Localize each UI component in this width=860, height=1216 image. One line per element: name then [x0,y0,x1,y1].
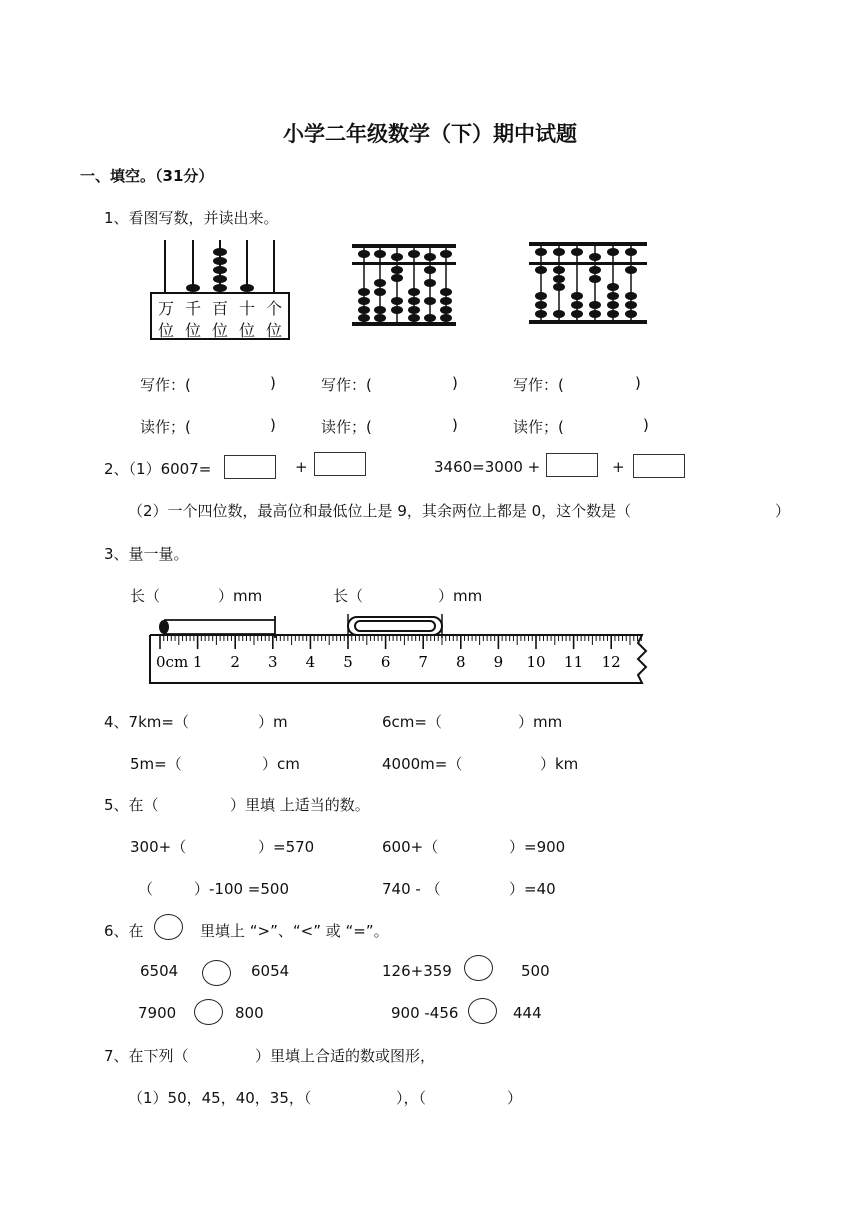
question-7-line-1-b: ），（ [396,1089,427,1107]
write-close-3: ) [635,374,641,392]
abacus-label-ge: 个 [266,299,283,318]
compare-left: 900 -456 [391,1004,459,1022]
read-label-2: 读作；( [321,418,372,436]
ruler-label: 8 [456,653,466,671]
plus-sign: + [612,458,625,476]
read-close-1: ) [270,416,276,434]
ruler-label: 0cm [156,653,189,671]
write-label-1: 写作：( [140,376,191,394]
ruler-image [148,633,658,685]
question-5-c: （ [138,880,154,898]
length-unit-1: ）mm [218,587,263,605]
question-4-a-unit: ）m [258,713,288,731]
abacus-label-bai: 百 [212,299,229,318]
question-3-heading: 3、量一量。 [104,545,189,563]
question-5-heading-b: ）里填 上适当的数。 [230,796,370,814]
question-5-b-end: ）=900 [509,838,566,856]
compare-left: 126+359 [382,962,452,980]
ruler-label: 3 [268,653,278,671]
question-5-d-end: ）=40 [509,880,556,898]
compare-left: 7900 [138,1004,177,1022]
question-4-b-unit: ）mm [518,713,563,731]
ruler-label: 6 [380,653,391,671]
write-label-3: 写作：( [513,376,564,394]
question-6-heading-a: 6、在 [104,922,144,940]
answer-box[interactable] [633,454,685,478]
write-label-2: 写作：( [321,376,372,394]
compare-right: 800 [235,1004,264,1022]
answer-box[interactable] [224,455,276,479]
abacus-label-qian: 千 [185,299,202,318]
ruler-label: 5 [343,653,353,671]
read-label-1: 读作；( [140,418,191,436]
question-5-c-end: ）-100 =500 [194,880,290,898]
ruler-label: 11 [564,653,584,671]
question-2-part-2: （2）一个四位数，最高位和最低位上是 9，其余两位上都是 0，这个数是（ [128,502,632,520]
compare-right: 500 [521,962,550,980]
compare-circle[interactable] [154,914,183,940]
abacus-label-shi: 十 [239,299,256,318]
compare-left: 6504 [140,962,179,980]
question-7-heading-a: 7、在下列（ [104,1047,189,1065]
compare-right: 6054 [251,962,290,980]
compare-right: 444 [513,1004,542,1022]
question-4-a: 4、7km=（ [104,713,189,731]
abacus-label-wei: 位 [266,321,283,340]
expression: 3460=3000 + [434,458,541,476]
question-6-heading-b: 里填上 “>”、“<” 或 “=”。 [200,922,389,940]
read-close-2: ) [452,416,458,434]
question-5-a: 300+（ [130,838,187,856]
abacus-3-image [527,238,652,333]
answer-box[interactable] [546,453,598,477]
length-unit-2: ）mm [438,587,483,605]
abacus-label-wei: 位 [212,321,229,340]
question-7-heading-b: ）里填上合适的数或图形， [255,1047,436,1065]
plus-sign: + [295,458,308,476]
question-5-a-end: ）=570 [258,838,315,856]
question-7-line-1-a: （1）50，45，40，35，（ [128,1089,312,1107]
answer-box[interactable] [314,452,366,476]
compare-circle[interactable] [194,999,223,1025]
paren-close: ） [775,502,791,520]
question-4-b: 6cm=（ [382,713,442,731]
question-5-heading-a: 5、在（ [104,796,159,814]
question-1-heading: 1、看图写数，并读出来。 [104,209,279,227]
ruler-label: 1 [192,653,203,671]
ruler-label: 4 [305,653,316,671]
ruler-label: 2 [230,653,240,671]
compare-circle[interactable] [464,955,493,981]
abacus-label-wei: 位 [158,321,175,340]
write-close-1: ) [270,374,276,392]
question-4-c-unit: ）cm [262,755,300,773]
question-5-b: 600+（ [382,838,439,856]
length-label-2: 长（ [333,587,364,605]
question-4-d-unit: ）km [540,755,579,773]
question-4-c: 5m=（ [130,755,182,773]
abacus-label-wan: 万 [158,299,175,318]
question-4-d: 4000m=（ [382,755,463,773]
abacus-label-wei: 位 [185,321,202,340]
ruler-label: 12 [601,653,621,671]
length-label-1: 长（ [130,587,161,605]
ruler-label: 9 [493,653,504,671]
abacus-label-wei: 位 [239,321,256,340]
write-close-2: ) [452,374,458,392]
question-7-line-1-c: ） [507,1089,523,1107]
question-2-heading: 2、（1）6007= [104,460,212,478]
compare-circle[interactable] [468,998,497,1024]
abacus-2-image [350,238,460,333]
ruler-label: 10 [526,653,546,671]
ruler-label: 7 [418,653,428,671]
compare-circle[interactable] [202,960,231,986]
section-heading: 一、填空。（31分） [80,167,214,185]
question-5-d: 740 - （ [382,880,441,898]
page-title: 小学二年级数学（下）期中试题 [283,122,577,146]
read-label-3: 读作；( [513,418,564,436]
read-close-3: ) [643,416,649,434]
